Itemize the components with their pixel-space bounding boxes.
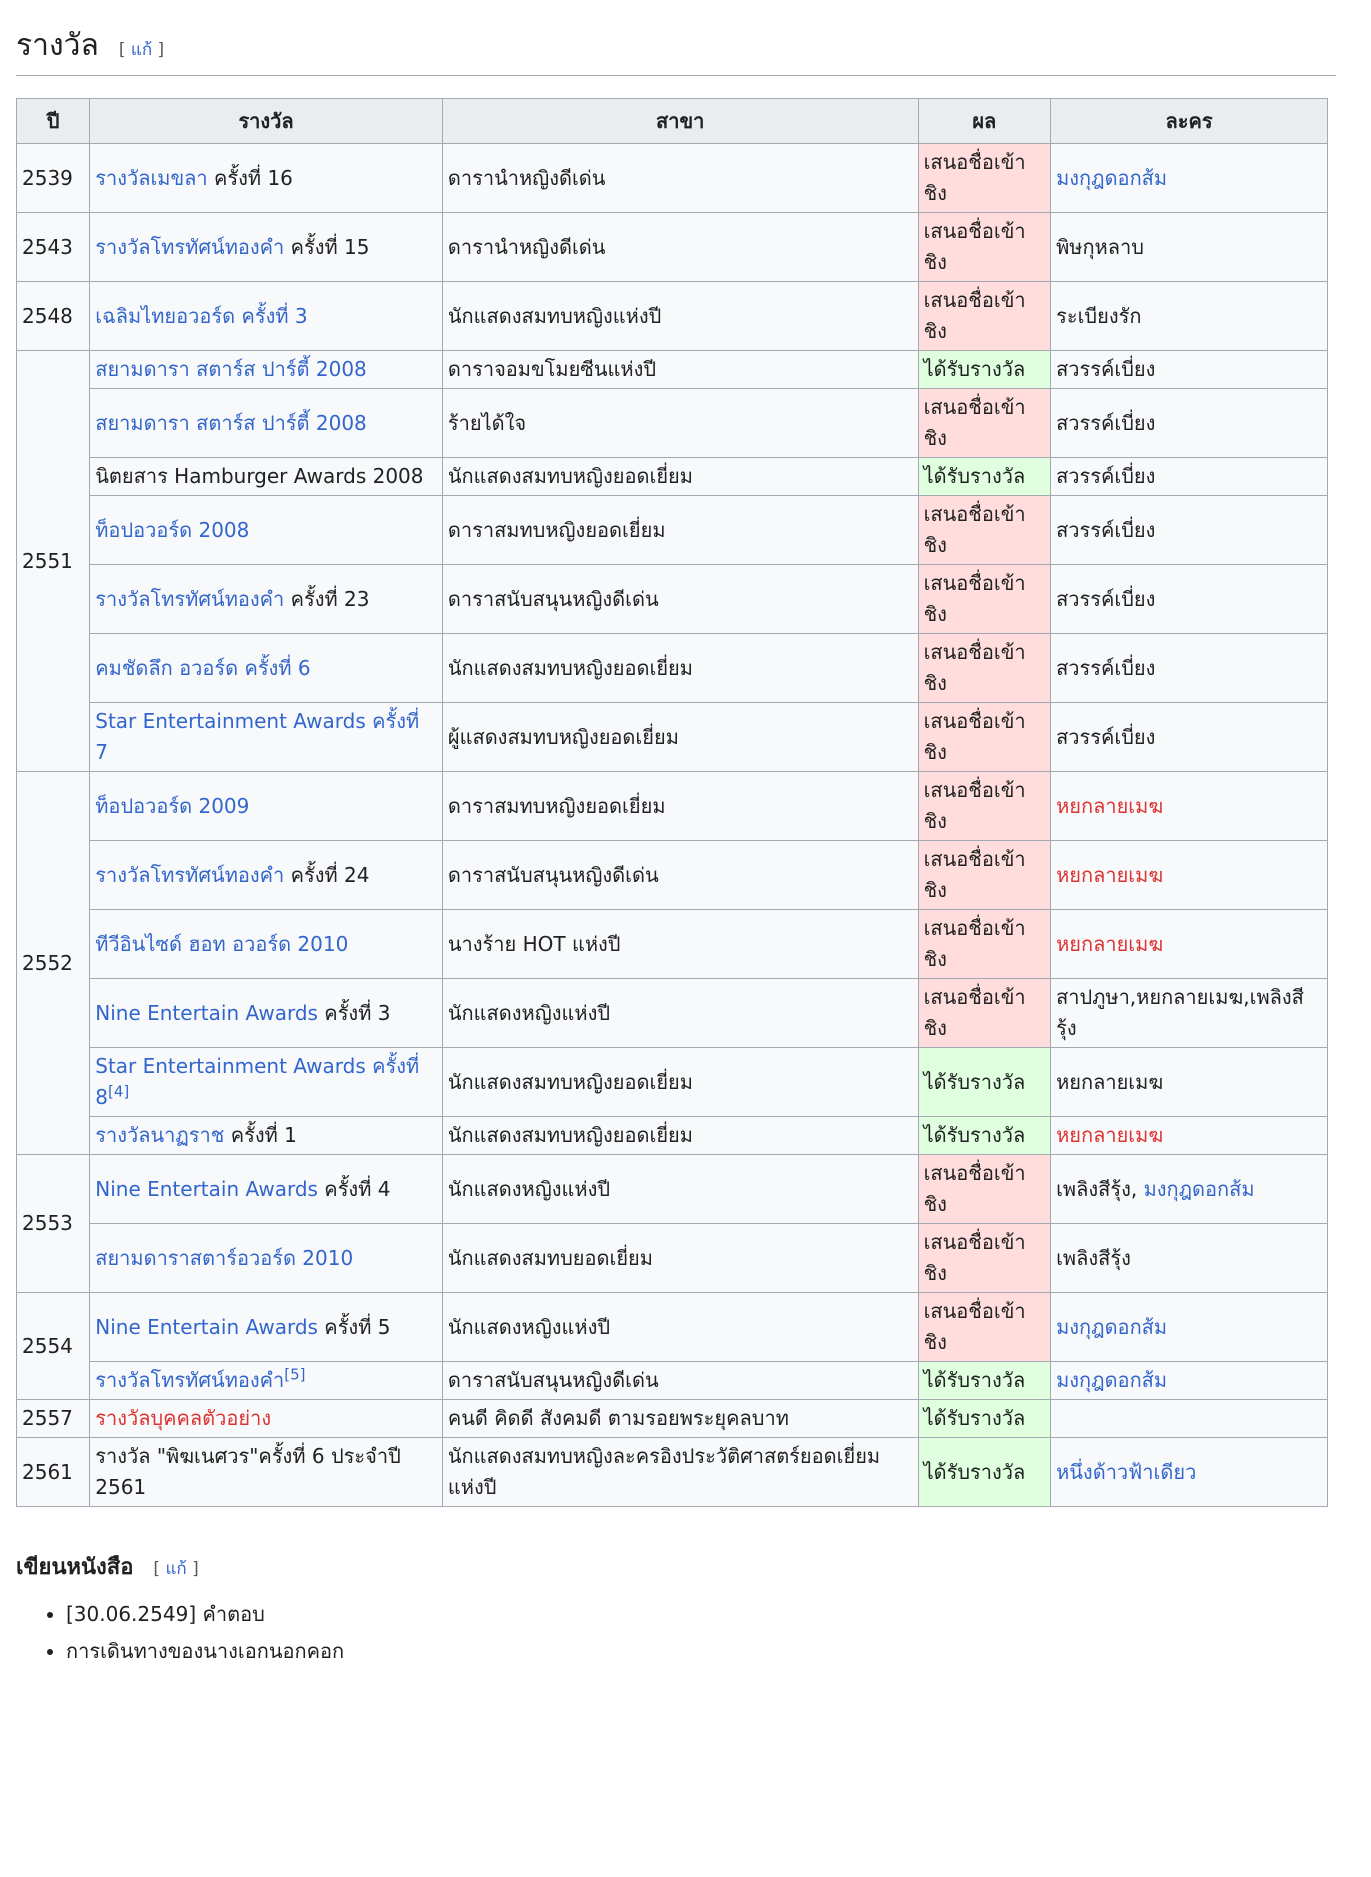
result-cell: ได้รับรางวัล: [918, 1048, 1051, 1117]
award-link[interactable]: รางวัลนาฏราช: [95, 1123, 225, 1147]
drama-cell: สาปภูษา,หยกลายเมฆ,เพลิงสีรุ้ง: [1051, 979, 1328, 1048]
table-row: [17, 841, 1328, 910]
award-cell: Nine Entertain Awards ครั้งที่ 4: [90, 1155, 443, 1224]
reference-link[interactable]: [5]: [284, 1365, 306, 1384]
drama-cell: [1051, 910, 1328, 979]
table-row: [17, 910, 1328, 979]
category-cell: ดาราสนับสนุนหญิงดีเด่น: [442, 841, 918, 910]
table-header-row: [17, 99, 1328, 144]
award-cell: [90, 389, 443, 458]
award-link[interactable]: Star Entertainment Awards ครั้งที่ 8: [95, 1054, 420, 1109]
books-list: [16, 1596, 1356, 1670]
award-link[interactable]: คมชัดลึก อวอร์ด ครั้งที่ 6: [95, 655, 311, 680]
award-cell: [90, 1224, 443, 1293]
result-cell: เสนอชื่อเข้าชิง: [918, 772, 1051, 841]
edit-section-link[interactable]: แก้: [165, 1559, 187, 1579]
drama-cell: สวรรค์เบี่ยง: [1051, 565, 1328, 634]
drama-cell: [1051, 1400, 1328, 1438]
result-cell: เสนอชื่อเข้าชิง: [918, 144, 1051, 213]
year-cell: 2554: [17, 1293, 90, 1400]
drama-cell: สวรรค์เบี่ยง: [1051, 496, 1328, 565]
drama-cell: สวรรค์เบี่ยง: [1051, 458, 1328, 496]
drama-redlink[interactable]: หยกลายเมฆ: [1056, 793, 1164, 818]
result-cell: เสนอชื่อเข้าชิง: [918, 213, 1051, 282]
drama-redlink[interactable]: หยกลายเมฆ: [1056, 1123, 1164, 1147]
award-cell: รางวัลโทรทัศน์ทองคำ ครั้งที่ 15: [90, 213, 443, 282]
table-row: [17, 282, 1328, 351]
category-cell: นักแสดงหญิงแห่งปี: [442, 1293, 918, 1362]
table-row: [17, 565, 1328, 634]
award-cell: นิตยสาร Hamburger Awards 2008: [90, 458, 443, 496]
category-cell: นักแสดงสมทบยอดเยี่ยม: [442, 1224, 918, 1293]
award-redlink[interactable]: รางวัลบุคคลตัวอย่าง: [95, 1406, 272, 1430]
drama-cell: [1051, 144, 1328, 213]
award-cell: รางวัลโทรทัศน์ทองคำ ครั้งที่ 23: [90, 565, 443, 634]
list-item: • การเดินทางของนางเอกนอกคอก: [66, 1633, 1356, 1670]
award-link[interactable]: รางวัลโทรทัศน์ทองคำ: [95, 1368, 285, 1392]
category-cell: นักแสดงสมทบหญิงยอดเยี่ยม: [442, 1048, 918, 1117]
year-cell: 2548: [17, 282, 90, 351]
table-row: [17, 1117, 1328, 1155]
category-cell: นักแสดงสมทบหญิงยอดเยี่ยม: [442, 1117, 918, 1155]
category-cell: ดาราจอมขโมยซีนแห่งปี: [442, 351, 918, 389]
result-cell: ได้รับรางวัล: [918, 1400, 1051, 1438]
award-cell: [90, 703, 443, 772]
category-cell: นักแสดงหญิงแห่งปี: [442, 1155, 918, 1224]
result-cell: เสนอชื่อเข้าชิง: [918, 703, 1051, 772]
result-cell: เสนอชื่อเข้าชิง: [918, 1155, 1051, 1224]
category-cell: ดาราสนับสนุนหญิงดีเด่น: [442, 1362, 918, 1400]
table-row: [17, 1293, 1328, 1362]
award-link[interactable]: รางวัลโทรทัศน์ทองคำ: [95, 234, 285, 259]
result-cell: เสนอชื่อเข้าชิง: [918, 910, 1051, 979]
award-cell: Nine Entertain Awards ครั้งที่ 5: [90, 1293, 443, 1362]
drama-cell: สวรรค์เบี่ยง: [1051, 634, 1328, 703]
award-cell: รางวัล "พิฆเนศวร"ครั้งที่ 6 ประจำปี 2561: [90, 1438, 443, 1507]
category-cell: นักแสดงหญิงแห่งปี: [442, 979, 918, 1048]
drama-cell: เพลิงสีรุ้ง: [1051, 1224, 1328, 1293]
result-cell: ได้รับรางวัล: [918, 458, 1051, 496]
books-section-title: เขียนหนังสือ: [16, 1555, 134, 1580]
award-link[interactable]: ท็อปอวอร์ด 2008: [95, 517, 250, 542]
awards-table: [16, 98, 1328, 1507]
result-cell: ได้รับรางวัล: [918, 1362, 1051, 1400]
category-cell: ดาราสนับสนุนหญิงดีเด่น: [442, 565, 918, 634]
table-row: [17, 1048, 1328, 1117]
result-cell: เสนอชื่อเข้าชิง: [918, 389, 1051, 458]
table-row: [17, 1224, 1328, 1293]
year-cell: 2553: [17, 1155, 90, 1293]
table-row: [17, 979, 1328, 1048]
table-row: [17, 458, 1328, 496]
award-link[interactable]: สยามดาราสตาร์อวอร์ด 2010: [95, 1245, 354, 1270]
award-link[interactable]: Nine Entertain Awards: [95, 1000, 318, 1025]
result-cell: เสนอชื่อเข้าชิง: [918, 282, 1051, 351]
drama-cell: สวรรค์เบี่ยง: [1051, 389, 1328, 458]
table-row: [17, 389, 1328, 458]
drama-redlink[interactable]: หยกลายเมฆ: [1056, 931, 1164, 956]
category-cell: ดารานำหญิงดีเด่น: [442, 144, 918, 213]
reference-link[interactable]: [4]: [107, 1082, 130, 1101]
drama-cell: [1051, 1293, 1328, 1362]
section-heading-awards: [16, 22, 1336, 76]
drama-cell: [1051, 1117, 1328, 1155]
year-cell: 2561: [17, 1438, 90, 1507]
award-link[interactable]: ท็อปอวอร์ด 2009: [95, 793, 250, 818]
section-title: รางวัล: [16, 28, 99, 63]
table-row: [17, 1362, 1328, 1400]
drama-link[interactable]: หนึ่งด้าวฟ้าเดียว: [1056, 1459, 1197, 1484]
category-cell: ดารานำหญิงดีเด่น: [442, 213, 918, 282]
year-cell: 2551: [17, 351, 90, 772]
col-header-award: รางวัล: [90, 99, 443, 144]
table-row: [17, 1438, 1328, 1507]
drama-cell: หยกลายเมฆ: [1051, 1048, 1328, 1117]
result-cell: เสนอชื่อเข้าชิง: [918, 841, 1051, 910]
col-header-category: สาขา: [442, 99, 918, 144]
category-cell: ดาราสมทบหญิงยอดเยี่ยม: [442, 772, 918, 841]
table-row: [17, 634, 1328, 703]
result-cell: ได้รับรางวัล: [918, 1117, 1051, 1155]
drama-cell: เพลิงสีรุ้ง, มงกุฎดอกส้ม: [1051, 1155, 1328, 1224]
category-cell: นักแสดงสมทบหญิงแห่งปี: [442, 282, 918, 351]
award-cell: [90, 1362, 443, 1400]
result-cell: เสนอชื่อเข้าชิง: [918, 634, 1051, 703]
result-cell: เสนอชื่อเข้าชิง: [918, 979, 1051, 1048]
result-cell: เสนอชื่อเข้าชิง: [918, 1293, 1051, 1362]
drama-redlink[interactable]: หยกลายเมฆ: [1056, 862, 1164, 887]
award-cell: [90, 351, 443, 389]
award-link[interactable]: รางวัลโทรทัศน์ทองคำ: [95, 586, 285, 611]
year-cell: 2552: [17, 772, 90, 1155]
result-cell: เสนอชื่อเข้าชิง: [918, 1224, 1051, 1293]
drama-cell: สวรรค์เบี่ยง: [1051, 351, 1328, 389]
award-cell: รางวัลเมขลา ครั้งที่ 16: [90, 144, 443, 213]
award-link[interactable]: รางวัลเมขลา: [95, 165, 208, 190]
table-row: [17, 496, 1328, 565]
year-cell: 2557: [17, 1400, 90, 1438]
table-row: [17, 144, 1328, 213]
award-cell: Nine Entertain Awards ครั้งที่ 3: [90, 979, 443, 1048]
award-link[interactable]: สยามดารา สตาร์ส ปาร์ตี้ 2008: [95, 357, 367, 381]
edit-section-link-wrapper: [ แก้ ]: [153, 1559, 199, 1579]
category-cell: นักแสดงสมทบหญิงละครอิงประวัติศาสตร์ยอดเยี่ยมแห่งปี: [442, 1438, 918, 1507]
drama-cell: สวรรค์เบี่ยง: [1051, 703, 1328, 772]
edit-section-link[interactable]: แก้: [130, 40, 153, 60]
award-link[interactable]: สยามดารา สตาร์ส ปาร์ตี้ 2008: [95, 410, 367, 435]
edit-section-link-wrapper: [ แก้ ]: [118, 40, 165, 60]
result-cell: เสนอชื่อเข้าชิง: [918, 496, 1051, 565]
award-cell: [90, 772, 443, 841]
award-link[interactable]: Nine Entertain Awards: [95, 1176, 318, 1201]
drama-cell: พิษกุหลาบ: [1051, 213, 1328, 282]
drama-link[interactable]: มงกุฎดอกส้ม: [1056, 1314, 1168, 1339]
drama-link[interactable]: มงกุฎดอกส้ม: [1056, 1368, 1168, 1392]
drama-link[interactable]: มงกุฎดอกส้ม: [1056, 165, 1168, 190]
drama-cell: [1051, 772, 1328, 841]
result-cell: ได้รับรางวัล: [918, 1438, 1051, 1507]
table-row: [17, 772, 1328, 841]
year-cell: 2539: [17, 144, 90, 213]
award-cell: [90, 634, 443, 703]
col-header-year: ปี: [17, 99, 90, 144]
section-heading-books: [16, 1549, 1356, 1584]
award-cell: รางวัลนาฏราช ครั้งที่ 1: [90, 1117, 443, 1155]
award-cell: [90, 496, 443, 565]
table-row: [17, 1400, 1328, 1438]
award-cell: [90, 282, 443, 351]
drama-link[interactable]: มงกุฎดอกส้ม: [1143, 1176, 1255, 1201]
drama-cell: [1051, 841, 1328, 910]
category-cell: นักแสดงสมทบหญิงยอดเยี่ยม: [442, 634, 918, 703]
table-row: [17, 213, 1328, 282]
result-cell: เสนอชื่อเข้าชิง: [918, 565, 1051, 634]
result-cell: ได้รับรางวัล: [918, 351, 1051, 389]
col-header-result: ผล: [918, 99, 1051, 144]
category-cell: ดาราสมทบหญิงยอดเยี่ยม: [442, 496, 918, 565]
award-cell: [90, 1048, 443, 1117]
table-row: [17, 351, 1328, 389]
table-row: [17, 1155, 1328, 1224]
award-cell: [90, 1400, 443, 1438]
award-cell: [90, 910, 443, 979]
category-cell: คนดี คิดดี สังคมดี ตามรอยพระยุคลบาท: [442, 1400, 918, 1438]
category-cell: ผู้แสดงสมทบหญิงยอดเยี่ยม: [442, 703, 918, 772]
award-link[interactable]: รางวัลโทรทัศน์ทองคำ: [95, 862, 285, 887]
award-link[interactable]: ทีวีอินไซด์ ฮอท อวอร์ด 2010: [95, 931, 349, 956]
category-cell: ร้ายได้ใจ: [442, 389, 918, 458]
table-row: [17, 703, 1328, 772]
award-link[interactable]: Nine Entertain Awards: [95, 1314, 318, 1339]
drama-cell: ระเบียงรัก: [1051, 282, 1328, 351]
year-cell: 2543: [17, 213, 90, 282]
category-cell: นางร้าย HOT แห่งปี: [442, 910, 918, 979]
drama-cell: [1051, 1362, 1328, 1400]
award-link[interactable]: Star Entertainment Awards ครั้งที่ 7: [95, 709, 420, 764]
award-cell: รางวัลโทรทัศน์ทองคำ ครั้งที่ 24: [90, 841, 443, 910]
award-link[interactable]: เฉลิมไทยอวอร์ด ครั้งที่ 3: [95, 303, 308, 328]
list-item: • [30.06.2549] คำตอบ: [66, 1596, 1356, 1633]
category-cell: นักแสดงสมทบหญิงยอดเยี่ยม: [442, 458, 918, 496]
col-header-drama: ละคร: [1051, 99, 1328, 144]
drama-cell: [1051, 1438, 1328, 1507]
